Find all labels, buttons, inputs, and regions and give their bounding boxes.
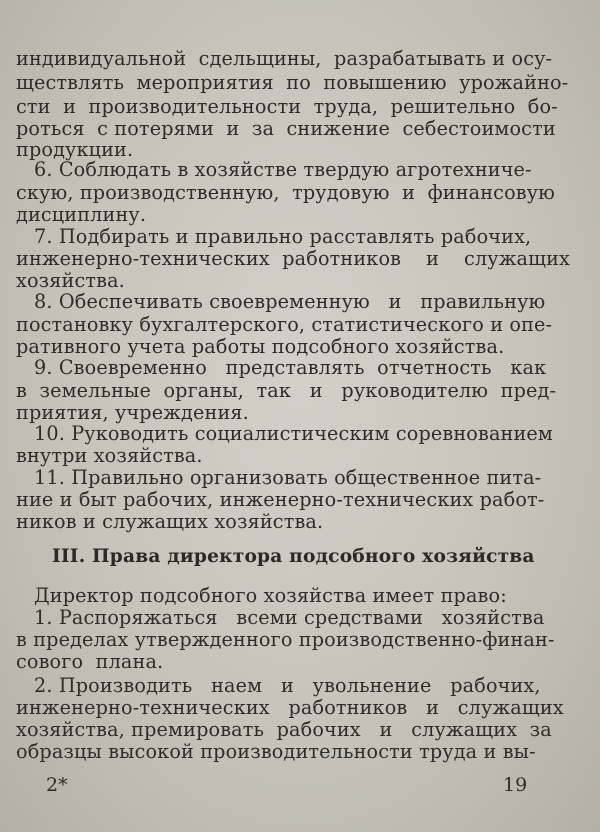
text-line: приятия, учреждения. [16,401,249,424]
text-line: ративного учета работы подсобного хозяйства. [16,335,505,358]
text-line: Директор подсобного хозяйства имеет право: [34,584,507,607]
text-line: хозяйства, премировать рабочих и служащих за [16,718,552,741]
section-heading: III. Права директора подсобного хозяйства [52,546,535,567]
text-line: хозяйства. [16,269,125,292]
text-line: инженерно-технических работников и служащих [16,247,570,270]
text-line: сового плана. [16,650,164,673]
text-line: 2. Производить наем и увольнение рабочих, [34,674,541,697]
text-line: в земельные органы, так и руководителю пред- [16,379,557,402]
text-line: ников и служащих хозяйства. [16,510,324,533]
text-line: ществлять мероприятия по повышению урожайно- [16,71,569,94]
text-line: ние и быт рабочих, инженерно-технических работ- [16,488,545,511]
text-line: продукции. [16,138,134,161]
text-line: внутри хозяйства. [16,444,203,467]
text-line: роться с потерями и за снижение себестоимости [16,117,556,140]
signature-mark: 2* [46,774,68,796]
text-line: 11. Правильно организовать общественное пита- [34,466,542,489]
text-line: 6. Соблюдать в хозяйстве твердую агротехниче- [34,158,532,181]
text-line: 10. Руководить социалистическим соревнованием [34,422,553,445]
text-line: 8. Обеспечивать своевременную и правильную [34,290,546,313]
text-line: в пределах утвержденного производственно-финан- [16,628,555,651]
text-line: 1. Распоряжаться всеми средствами хозяйства [34,606,545,629]
text-line: образцы высокой производительности труда и вы- [16,740,536,763]
text-line: 9. Своевременно представлять отчетность как [34,356,547,379]
page-number: 19 [503,774,528,796]
text-line: сти и производительности труда, решительно бо- [16,95,558,118]
text-line: постановку бухгалтерского, статистического и опе- [16,313,553,336]
text-line: инженерно-технических работников и служащих [16,696,564,719]
text-line: индивидуальной сдельщины, разрабатывать и осу- [16,47,553,70]
text-line: 7. Подбирать и правильно расставлять рабочих, [34,225,532,248]
text-line: дисциплину. [16,203,147,226]
text-line: скую, производственную, трудовую и финансовую [16,181,556,204]
